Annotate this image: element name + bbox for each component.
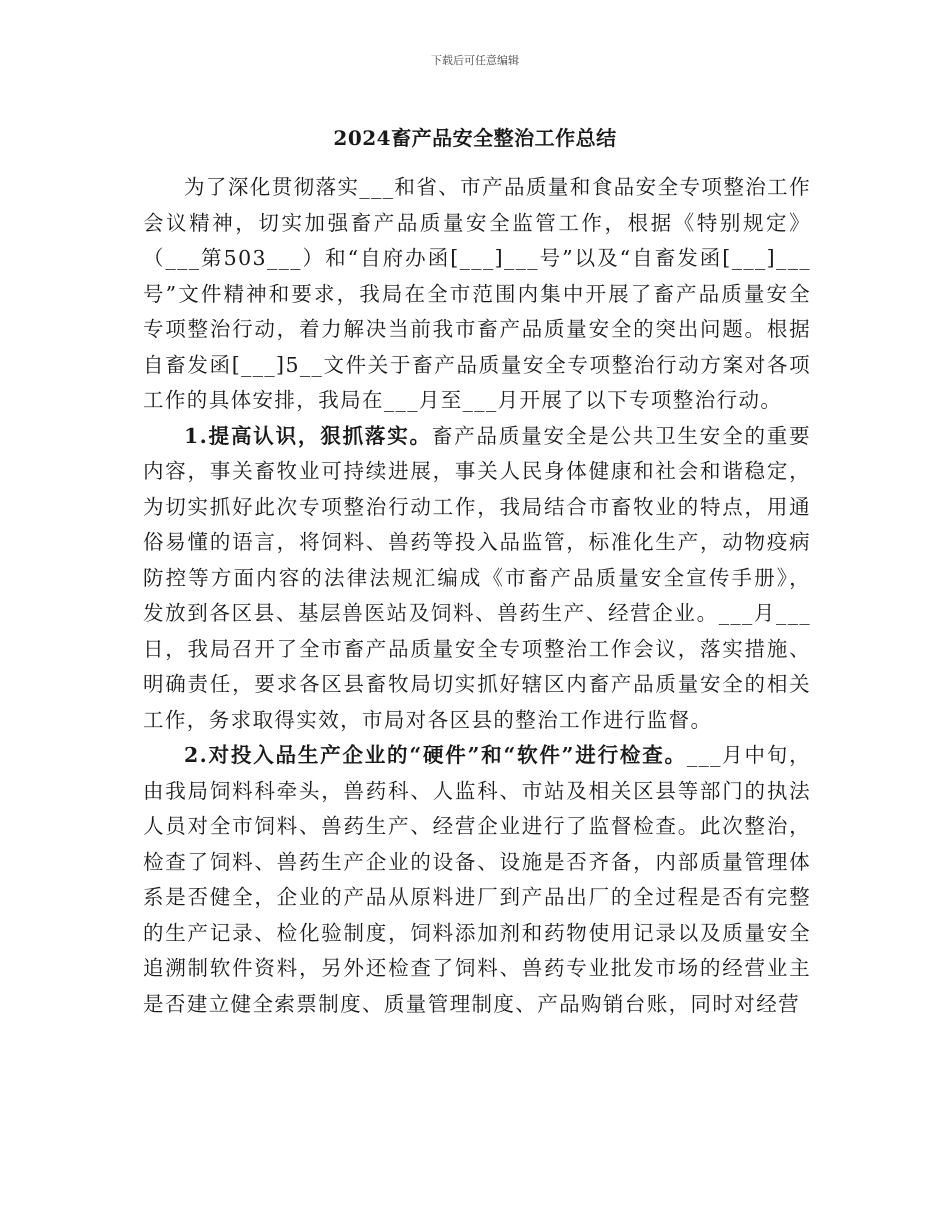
section-1-text: 畜产品质量安全是公共卫生安全的重要内容，事关畜牧业可持续进展，事关人民身体健康和社会和谐稳定，为切实抓好此次专项整治行动工作，我局结合市畜牧业的特点，用通俗易懂的语言，将饲料、兽药等投入品监管，标准化生产，动物疫病防控等方面内容的法律法规汇编成《市畜产品质量安全宣传手册》，发放到各区县、基层兽医站及饲料、兽药生产、经营企业。___月___日，我局召开了全市畜产品质量安全专项整治工作会议，落实措施、明确责任，要求各区县畜牧局切实抓好辖区内畜产品质量安全的相关工作，务求取得实效，市局对各区县的整治工作进行监督。 [143,423,811,732]
paragraph-section-2 [143,738,811,1022]
section-2-heading: 2.对投入品生产企业的“硬件”和“软件”进行检查。 [184,743,687,767]
document-title: 2024畜产品安全整治工作总结 [333,126,617,150]
page-header-note: 下载后可任意编辑 [431,54,519,67]
paragraph-intro-text: 为了深化贯彻落实___和省、市产品质量和食品安全专项整治工作会议精神，切实加强畜产品质量安全监管工作，根据《特别规定》（___第503___）和“自府办函[___]___号”以及“自畜发函[___]___号”文件精神和要求，我局在全市范围内集中开展了畜产品质量安全专项整治行动，着力解决当前我市畜产品质量安全的突出问题。根据自畜发函[___]5__文件关于畜产品质量安全专项整治行动方案对各项工作的具体安排，我局在___月至___月开展了以下专项整治行动。 [143,175,811,412]
paragraph-section-1 [143,419,811,739]
paragraph-intro [143,170,811,419]
section-1-heading: 1.提高认识，狠抓落实。 [184,423,432,448]
section-2-text: ___月中旬，由我局饲料科牵头，兽药科、人监科、市站及相关区县等部门的执法人员对全市饲料、兽药生产、经营企业进行了监督检查。此次整治，检查了饲料、兽药生产企业的设备、设施是否齐备，内部质量管理体系是否健全，企业的产品从原料进厂到产品出厂的全过程是否有完整的生产记录、检化验制度，饲料添加剂和药物使用记录以及质量安全追溯制软件资料，另外还检查了饲料、兽药专业批发市场的经营业主是否建立健全索票制度、质量管理制度、产品购销台账，同时对经营 [143,743,811,1016]
document-body [143,170,811,1022]
